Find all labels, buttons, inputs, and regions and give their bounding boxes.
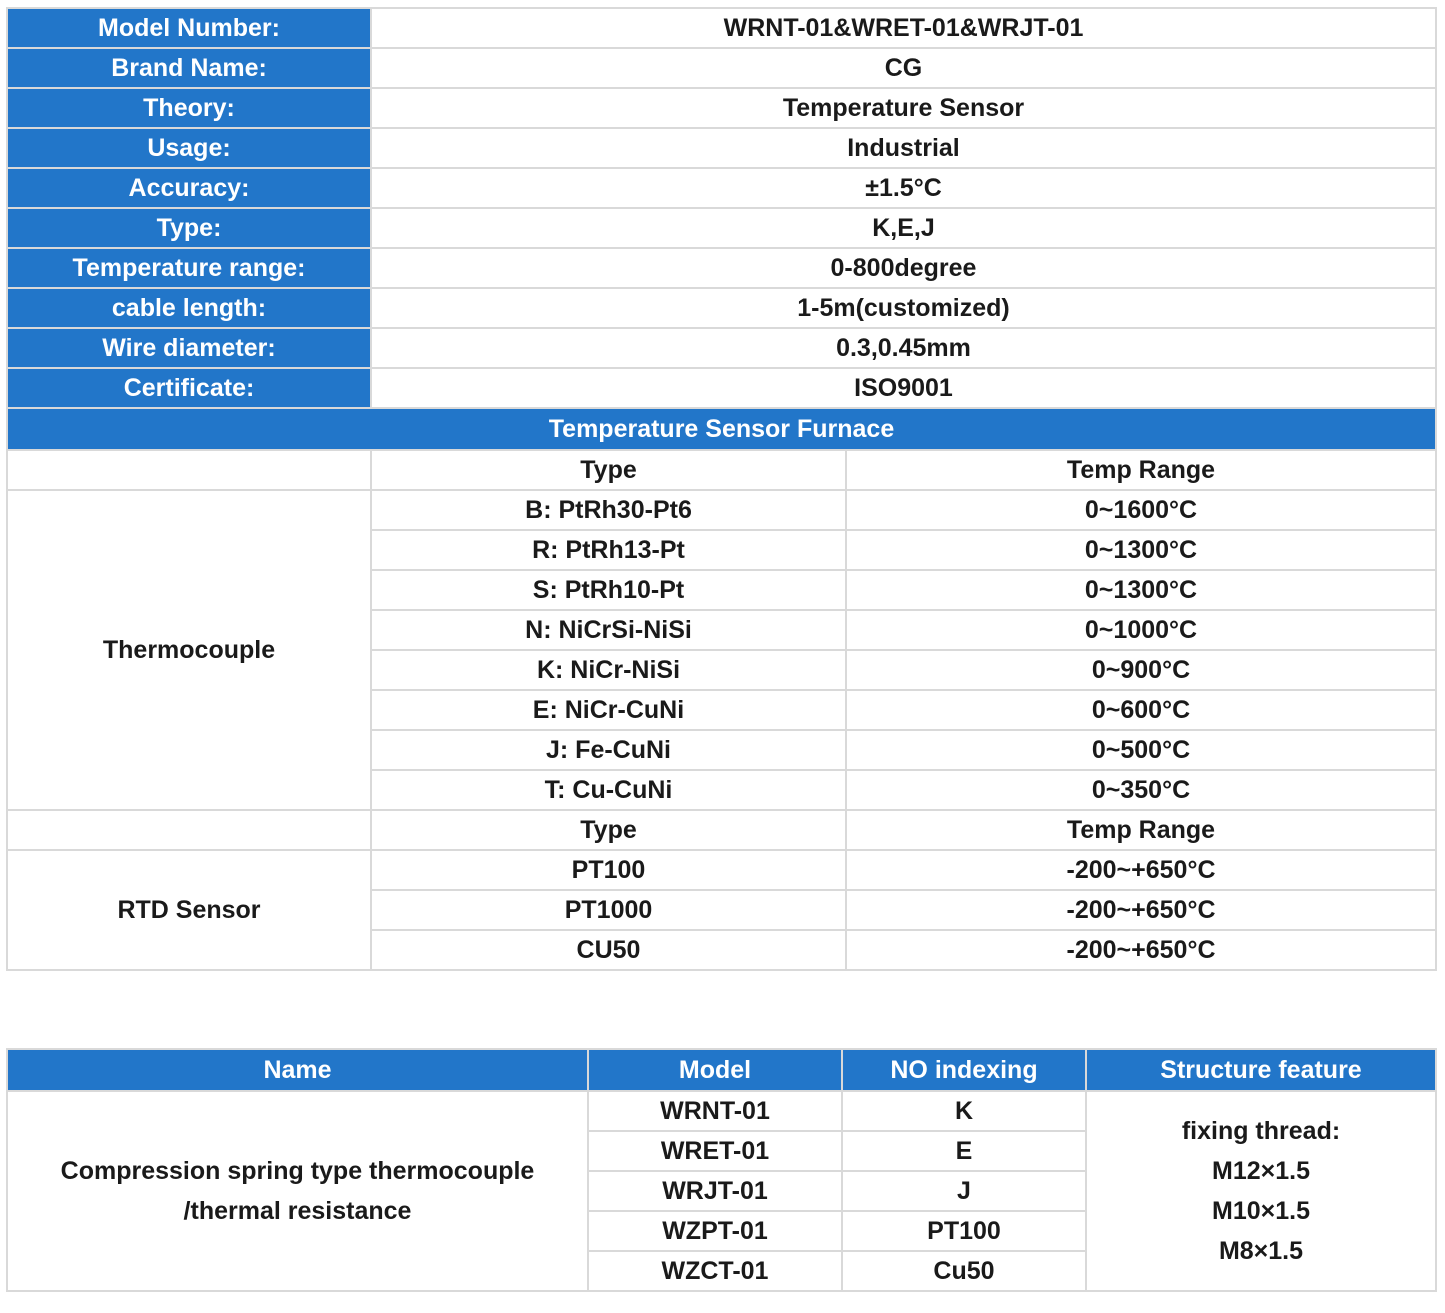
- thermocouple-range: 0~1600°C: [846, 490, 1436, 530]
- structure-feature: [1086, 1091, 1436, 1291]
- model-index: PT100: [842, 1211, 1086, 1251]
- rtd-label: RTD Sensor: [7, 850, 371, 970]
- rtd-range-header: Temp Range: [846, 810, 1436, 850]
- structure-header: Structure feature: [1086, 1049, 1436, 1091]
- thermocouple-type: E: NiCr-CuNi: [371, 690, 846, 730]
- model-number: WRET-01: [588, 1131, 842, 1171]
- spec-row: [7, 48, 1436, 88]
- model-number: WRJT-01: [588, 1171, 842, 1211]
- thermocouple-header-row: [7, 450, 1436, 490]
- spec-label: Model Number:: [7, 8, 371, 48]
- spec-row: [7, 8, 1436, 48]
- spec-value: 0-800degree: [371, 248, 1436, 288]
- product-name-line: Compression spring type thermocouple: [60, 1157, 535, 1185]
- spec-label: Type:: [7, 208, 371, 248]
- model-index: J: [842, 1171, 1086, 1211]
- thermocouple-label: Thermocouple: [7, 490, 371, 810]
- spec-value: 1-5m(customized): [371, 288, 1436, 328]
- product-name-line: /thermal resistance: [183, 1197, 412, 1225]
- spec-row: [7, 248, 1436, 288]
- spec-value: K,E,J: [371, 208, 1436, 248]
- thermocouple-type: N: NiCrSi-NiSi: [371, 610, 846, 650]
- spec-row: [7, 208, 1436, 248]
- thermocouple-type-header: Type: [371, 450, 846, 490]
- model-index: K: [842, 1091, 1086, 1131]
- rtd-type: PT1000: [371, 890, 846, 930]
- spec-label: Accuracy:: [7, 168, 371, 208]
- rtd-range: -200~+650°C: [846, 930, 1436, 970]
- spec-value: Industrial: [371, 128, 1436, 168]
- rtd-range: -200~+650°C: [846, 850, 1436, 890]
- model-number: WRNT-01: [588, 1091, 842, 1131]
- spec-value: ISO9001: [371, 368, 1436, 408]
- feature-line: M8×1.5: [1218, 1237, 1304, 1265]
- thermocouple-type: R: PtRh13-Pt: [371, 530, 846, 570]
- thermocouple-range: 0~1300°C: [846, 530, 1436, 570]
- spec-label: Wire diameter:: [7, 328, 371, 368]
- spec-label: Usage:: [7, 128, 371, 168]
- thermocouple-type: T: Cu-CuNi: [371, 770, 846, 810]
- thermocouple-type: S: PtRh10-Pt: [371, 570, 846, 610]
- thermocouple-range: 0~1000°C: [846, 610, 1436, 650]
- rtd-row: [7, 850, 1436, 890]
- thermocouple-type: K: NiCr-NiSi: [371, 650, 846, 690]
- model-header-row: [7, 1049, 1436, 1091]
- model-index: E: [842, 1131, 1086, 1171]
- thermocouple-range-header: Temp Range: [846, 450, 1436, 490]
- spec-row: [7, 88, 1436, 128]
- rtd-type-header: Type: [371, 810, 846, 850]
- thermocouple-type: B: PtRh30-Pt6: [371, 490, 846, 530]
- model-number: WZCT-01: [588, 1251, 842, 1291]
- spec-label: cable length:: [7, 288, 371, 328]
- empty-cell: [7, 450, 371, 490]
- rtd-type: CU50: [371, 930, 846, 970]
- spec-value: 0.3,0.45mm: [371, 328, 1436, 368]
- thermocouple-range: 0~350°C: [846, 770, 1436, 810]
- model-header: Model: [588, 1049, 842, 1091]
- thermocouple-range: 0~900°C: [846, 650, 1436, 690]
- spec-row: [7, 368, 1436, 408]
- spec-row: [7, 168, 1436, 208]
- spec-table: [6, 7, 1437, 971]
- spec-row: [7, 128, 1436, 168]
- spec-value: WRNT-01&WRET-01&WRJT-01: [371, 8, 1436, 48]
- thermocouple-row: [7, 490, 1436, 530]
- feature-line: M12×1.5: [1212, 1157, 1310, 1185]
- spec-row: [7, 288, 1436, 328]
- feature-line: M10×1.5: [1212, 1197, 1310, 1225]
- thermocouple-type: J: Fe-CuNi: [371, 730, 846, 770]
- model-index: Cu50: [842, 1251, 1086, 1291]
- spec-value: ±1.5°C: [371, 168, 1436, 208]
- product-name: [7, 1091, 588, 1291]
- spec-label: Theory:: [7, 88, 371, 128]
- spec-label: Certificate:: [7, 368, 371, 408]
- indexing-header: NO indexing: [842, 1049, 1086, 1091]
- name-header: Name: [7, 1049, 588, 1091]
- empty-cell: [7, 810, 371, 850]
- model-number: WZPT-01: [588, 1211, 842, 1251]
- thermocouple-range: 0~1300°C: [846, 570, 1436, 610]
- model-row: [7, 1091, 1436, 1131]
- spec-label: Temperature range:: [7, 248, 371, 288]
- furnace-title: Temperature Sensor Furnace: [7, 408, 1436, 450]
- rtd-header-row: [7, 810, 1436, 850]
- furnace-header-row: [7, 408, 1436, 450]
- rtd-range: -200~+650°C: [846, 890, 1436, 930]
- spec-row: [7, 328, 1436, 368]
- feature-line: fixing thread:: [1181, 1117, 1341, 1145]
- rtd-type: PT100: [371, 850, 846, 890]
- spec-label: Brand Name:: [7, 48, 371, 88]
- spec-value: Temperature Sensor: [371, 88, 1436, 128]
- thermocouple-range: 0~500°C: [846, 730, 1436, 770]
- spec-value: CG: [371, 48, 1436, 88]
- thermocouple-range: 0~600°C: [846, 690, 1436, 730]
- model-table: [6, 1048, 1437, 1292]
